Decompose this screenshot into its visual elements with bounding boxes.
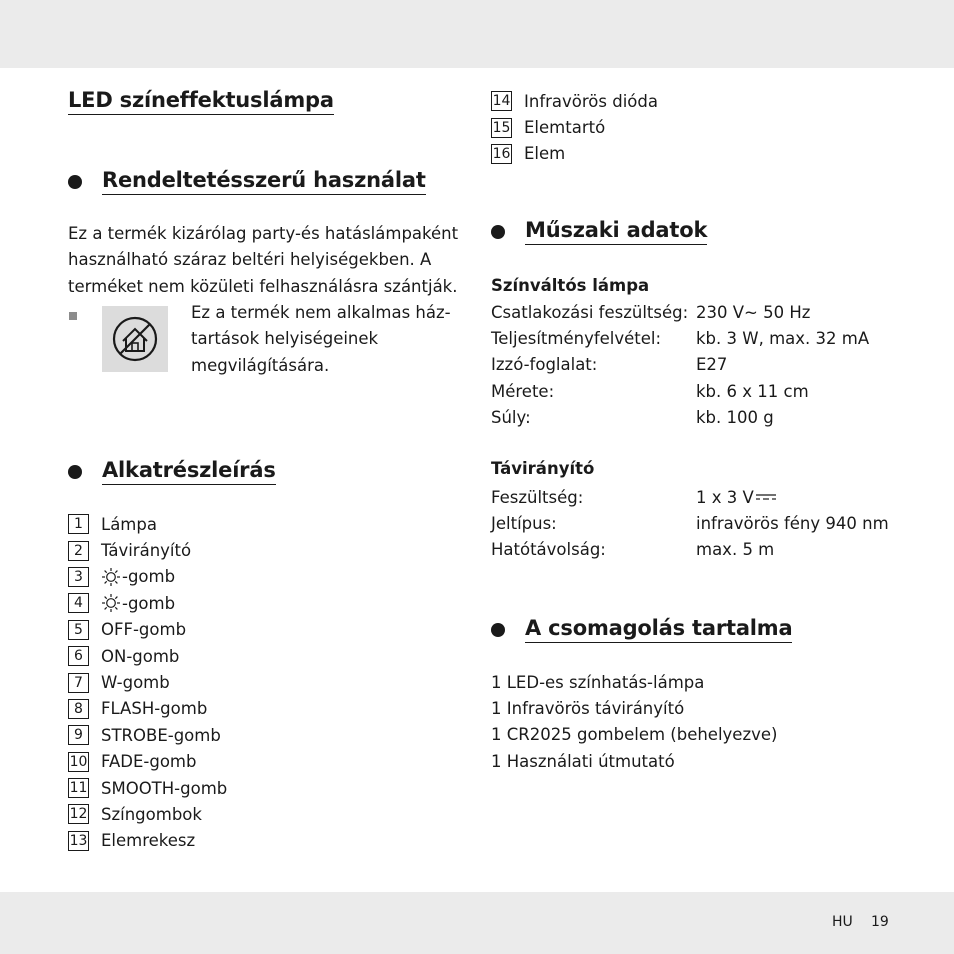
part-number: 11 (69, 780, 88, 797)
part-number: 14 (492, 93, 511, 110)
square-bullet-icon (69, 312, 77, 320)
list-item (68, 669, 227, 695)
spec-subheading-remote: Távirányító (491, 459, 595, 478)
section-heading-contents (491, 616, 792, 643)
part-label: Infravörös dióda (524, 91, 658, 111)
list-item (68, 828, 227, 854)
part-label: Elem (524, 144, 566, 164)
spec-value: kb. 3 W, max. 32 mA (696, 329, 870, 349)
list-item (68, 749, 227, 775)
section-heading-text: A csomagolás tartalma (525, 616, 792, 643)
part-number: 7 (68, 673, 89, 693)
list-item (68, 775, 227, 801)
spec-key: Hatótávolság: (491, 540, 606, 560)
spec-key: Súly: (491, 408, 531, 428)
spec-row (491, 537, 911, 563)
no-household-use-icon (102, 306, 168, 372)
spec-row (491, 352, 911, 378)
intended-use-line-2: használható száraz beltéri helyiségekben. A (68, 250, 432, 270)
list-item (491, 141, 658, 167)
spec-key: Mérete: (491, 381, 555, 401)
top-band (0, 0, 954, 68)
part-label: Elemrekesz (101, 831, 196, 851)
part-number: 13 (69, 832, 88, 849)
warning-line-2: tartások helyiségeinek (191, 329, 379, 349)
bullet-dot-icon (68, 465, 82, 479)
part-label: STROBE-gomb (101, 725, 221, 745)
spec-value: 230 V~ 50 Hz (696, 302, 811, 322)
list-item (68, 643, 227, 669)
spec-row (491, 378, 911, 404)
spec-subheading-lamp: Színváltós lámpa (491, 276, 650, 295)
spec-row (491, 299, 911, 325)
spec-row (491, 325, 911, 351)
list-item (68, 801, 227, 827)
part-label: OFF-gomb (101, 620, 187, 640)
spec-key: Csatlakozási feszültség: (491, 302, 689, 322)
section-heading-parts (68, 458, 276, 485)
document-title: LED színeffektuslámpa (68, 88, 334, 115)
list-item (68, 590, 227, 616)
dc-symbol-icon (755, 491, 777, 503)
list-item (68, 537, 227, 563)
sun-icon (101, 593, 121, 613)
part-number: 15 (492, 119, 511, 136)
list-item (491, 88, 658, 114)
intended-use-line-3: terméket nem közületi felhasználásra szántják. (68, 276, 458, 296)
list-item (491, 114, 658, 140)
section-heading-intended-use (68, 168, 426, 195)
part-label: -gomb (122, 567, 176, 587)
intended-use-line-1: Ez a termék kizárólag party-és hatáslámpaként (68, 224, 459, 243)
part-number: 8 (68, 699, 89, 719)
part-label: W-gomb (101, 673, 170, 693)
part-number: 16 (492, 145, 511, 162)
bottom-band (0, 892, 954, 954)
spec-row (491, 484, 911, 510)
spec-key: Jeltípus: (491, 514, 557, 534)
parts-list (68, 511, 227, 854)
part-number: 10 (69, 753, 88, 770)
bullet-dot-icon (68, 175, 82, 189)
spec-key: Izzó-foglalat: (491, 355, 598, 375)
warning-line-1: Ez a termék nem alkalmas ház- (191, 303, 451, 322)
part-number: 6 (68, 646, 89, 666)
section-heading-specs (491, 218, 707, 245)
list-item (68, 617, 227, 643)
part-number: 9 (68, 725, 89, 745)
spec-value: E27 (696, 355, 728, 375)
package-contents-list (491, 669, 777, 775)
spec-value: kb. 6 x 11 cm (696, 381, 809, 401)
bullet-dot-icon (491, 225, 505, 239)
spec-value: max. 5 m (696, 540, 775, 560)
list-item (68, 564, 227, 590)
list-item: 1 LED-es színhatás-lámpa (491, 672, 705, 692)
part-label: SMOOTH-gomb (101, 778, 228, 798)
sun-icon (101, 567, 121, 587)
list-item: 1 CR2025 gombelem (behelyezve) (491, 725, 778, 745)
spec-value: infravörös fény 940 nm (696, 514, 889, 534)
list-item: 1 Infravörös távirányító (491, 699, 685, 719)
part-label: -gomb (122, 593, 176, 613)
part-label: FLASH-gomb (101, 699, 208, 719)
part-label: ON-gomb (101, 646, 180, 666)
spec-row (491, 510, 911, 536)
part-label: Színgombok (101, 804, 202, 824)
part-number: 2 (68, 541, 89, 561)
part-label: Távirányító (101, 541, 192, 561)
bullet-dot-icon (491, 623, 505, 637)
list-item (68, 511, 227, 537)
page-number: 19 (871, 914, 889, 930)
part-number: 12 (69, 806, 88, 823)
footer-language: HU (832, 914, 853, 930)
part-number: 1 (68, 514, 89, 534)
part-label: Lámpa (101, 514, 157, 534)
section-heading-text: Műszaki adatok (525, 218, 707, 245)
section-heading-text: Rendeltetésszerű használat (102, 168, 426, 195)
part-label: Elemtartó (524, 118, 606, 138)
list-item (68, 722, 227, 748)
spec-value: kb. 100 g (696, 408, 774, 428)
part-number: 4 (68, 593, 89, 613)
spec-value: 1 x 3 V (696, 487, 754, 507)
part-label: FADE-gomb (101, 752, 197, 772)
part-number: 3 (68, 567, 89, 587)
list-item: 1 Használati útmutató (491, 751, 675, 771)
part-number: 5 (68, 620, 89, 640)
list-item (68, 696, 227, 722)
spec-row (491, 405, 911, 431)
section-heading-text: Alkatrészleírás (102, 458, 276, 485)
parts-list-continued (491, 88, 658, 167)
spec-key: Feszültség: (491, 487, 584, 507)
warning-line-3: megvilágítására. (191, 355, 330, 375)
spec-key: Teljesítményfelvétel: (491, 329, 662, 349)
